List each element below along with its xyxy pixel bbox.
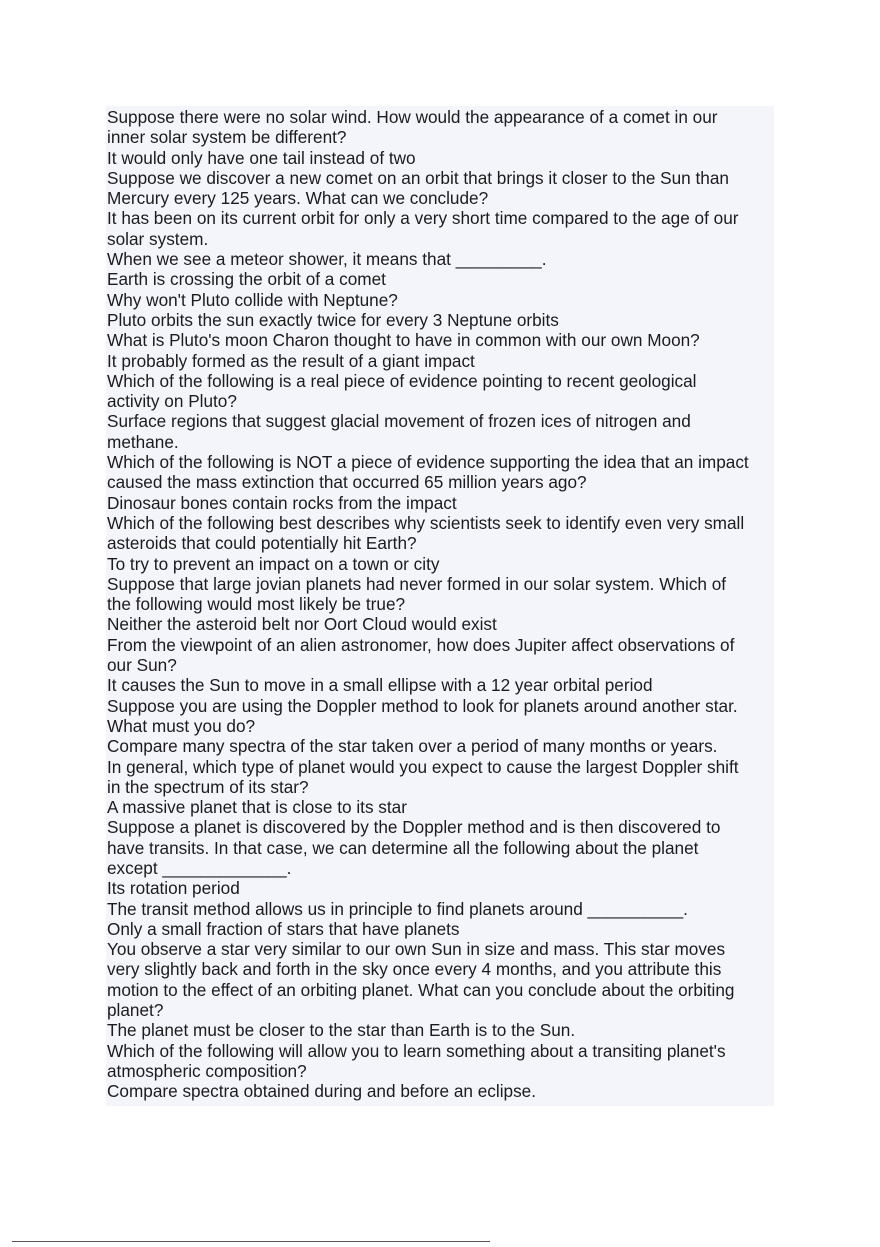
text-line: have transits. In that case, we can determine all the following about the planet — [107, 837, 699, 858]
text-line: It would only have one tail instead of two — [107, 147, 416, 168]
text-line: Neither the asteroid belt nor Oort Cloud would exist — [107, 614, 497, 635]
text-line: our Sun? — [107, 655, 177, 676]
text-line: asteroids that could potentially hit Earth? — [107, 533, 417, 554]
text-line: very slightly back and forth in the sky once every 4 months, and you attribute this — [107, 959, 722, 980]
text-line: Suppose we discover a new comet on an orbit that brings it closer to the Sun than — [107, 167, 729, 188]
text-line: Earth is crossing the orbit of a comet — [107, 269, 386, 290]
text-line: It probably formed as the result of a giant impact — [107, 350, 475, 371]
text-line: Which of the following will allow you to learn something about a transiting planet's — [107, 1040, 726, 1061]
text-line: inner solar system be different? — [107, 127, 347, 148]
text-line: Only a small fraction of stars that have planets — [107, 918, 460, 939]
text-line: Which of the following is a real piece of evidence pointing to recent geological — [107, 370, 697, 391]
text-line: It causes the Sun to move in a small ellipse with a 12 year orbital period — [107, 675, 653, 696]
text-line: It has been on its current orbit for only a very short time compared to the age of our — [107, 208, 739, 229]
text-line: activity on Pluto? — [107, 391, 237, 412]
text-line: From the viewpoint of an alien astronomer, how does Jupiter affect observations of — [107, 634, 735, 655]
text-line: Suppose a planet is discovered by the Doppler method and is then discovered to — [107, 817, 721, 838]
text-line: Mercury every 125 years. What can we conclude? — [107, 188, 489, 209]
text-line: To try to prevent an impact on a town or city — [107, 553, 440, 574]
text-line: Which of the following best describes why scientists seek to identify even very small — [107, 512, 745, 533]
text-line: in the spectrum of its star? — [107, 776, 309, 797]
text-line: You observe a star very similar to our own Sun in size and mass. This star moves — [107, 939, 726, 960]
text-line: caused the mass extinction that occurred 65 million years ago? — [107, 472, 587, 493]
text-line: Its rotation period — [107, 878, 240, 899]
text-line: Compare spectra obtained during and before an eclipse. — [107, 1081, 537, 1102]
text-line: methane. — [107, 431, 179, 452]
question-answer-list — [107, 107, 779, 1102]
text-line: Which of the following is NOT a piece of evidence supporting the idea that an impact — [107, 452, 749, 473]
text-line: solar system. — [107, 228, 209, 249]
text-line: planet? — [107, 1000, 164, 1021]
text-line: atmospheric composition? — [107, 1060, 307, 1081]
text-line: Why won't Pluto collide with Neptune? — [107, 289, 398, 310]
text-line: Surface regions that suggest glacial movement of frozen ices of nitrogen and — [107, 411, 691, 432]
text-line: except _____________. — [107, 857, 292, 878]
text-line: Suppose that large jovian planets had never formed in our solar system. Which of — [107, 573, 727, 594]
text-line: Suppose you are using the Doppler method to look for planets around another star. — [107, 695, 738, 716]
text-line: When we see a meteor shower, it means that _________. — [107, 249, 547, 270]
text-line: motion to the effect of an orbiting planet. What can you conclude about the orbiting — [107, 979, 735, 1000]
text-line: Dinosaur bones contain rocks from the impact — [107, 492, 457, 513]
text-line: What must you do? — [107, 715, 256, 736]
text-line: The planet must be closer to the star than Earth is to the Sun. — [107, 1020, 576, 1041]
text-line: Pluto orbits the sun exactly twice for every 3 Neptune orbits — [107, 309, 559, 330]
text-line: Suppose there were no solar wind. How would the appearance of a comet in our — [107, 107, 718, 127]
text-line: In general, which type of planet would you expect to cause the largest Doppler shift — [107, 756, 739, 777]
text-line: What is Pluto's moon Charon thought to have in common with our own Moon? — [107, 330, 700, 351]
text-line: Compare many spectra of the star taken over a period of many months or years. — [107, 736, 718, 757]
text-line: The transit method allows us in principle to find planets around __________. — [107, 898, 688, 919]
text-line: the following would most likely be true? — [107, 594, 406, 615]
footer-divider — [12, 1241, 490, 1242]
text-line: A massive planet that is close to its star — [107, 797, 407, 818]
